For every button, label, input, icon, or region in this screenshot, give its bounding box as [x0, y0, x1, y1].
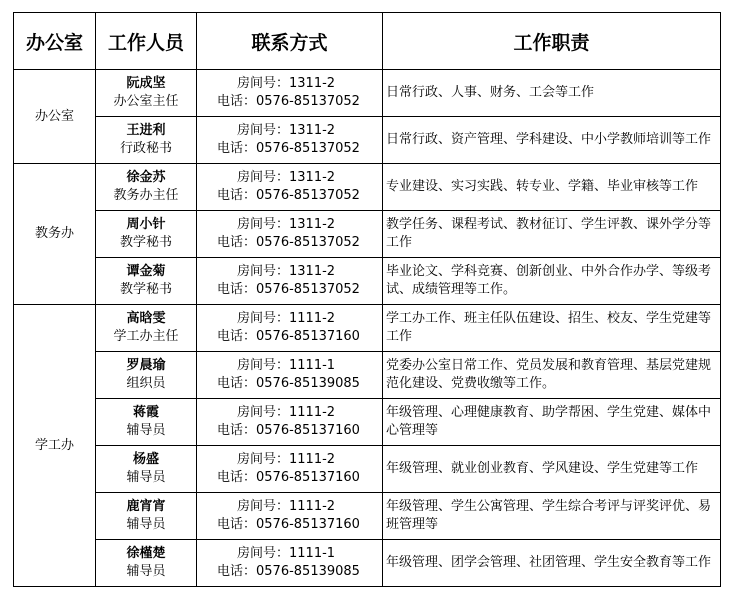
- room-number: 房间号：1111-2: [237, 405, 336, 420]
- phone-number: 电话：0576-85137160: [217, 470, 360, 485]
- phone-number: 电话：0576-85139085: [217, 376, 360, 391]
- room-number: 房间号：1311-2: [237, 264, 336, 279]
- phone-number: 电话：0576-85137160: [217, 329, 360, 344]
- contact-cell: [197, 117, 383, 164]
- staff-cell: [96, 399, 197, 446]
- staff-title: 学工办主任: [113, 329, 179, 344]
- staff-name: 杨盛: [132, 452, 159, 467]
- table-row: [14, 211, 721, 258]
- room-number: 房间号：1111-1: [237, 358, 336, 373]
- room-number: 房间号：1311-2: [237, 217, 336, 232]
- staff-title: 辅导员: [126, 470, 166, 485]
- staff-title: 办公室主任: [113, 94, 179, 109]
- phone-number: 电话：0576-85137052: [217, 94, 360, 109]
- staff-name: 鹿宵宵: [126, 499, 166, 514]
- contact-cell: [197, 70, 383, 117]
- contact-cell: [197, 164, 383, 211]
- phone-number: 电话：0576-85137052: [217, 235, 360, 250]
- contact-cell: [197, 493, 383, 540]
- staff-cell: [96, 305, 197, 352]
- contact-cell: [197, 540, 383, 587]
- staff-name: 高晗雯: [126, 311, 166, 326]
- staff-name: 王进利: [126, 123, 166, 138]
- duty-cell: 日常行政、资产管理、学科建设、中小学教师培训等工作: [383, 117, 721, 164]
- duty-cell: 教学任务、课程考试、教材征订、学生评教、课外学分等工作: [383, 211, 721, 258]
- phone-number: 电话：0576-85137052: [217, 282, 360, 297]
- room-number: 房间号：1111-2: [237, 311, 336, 326]
- phone-number: 电话：0576-85137160: [217, 517, 360, 532]
- header-row: [14, 13, 721, 70]
- contact-cell: [197, 305, 383, 352]
- staff-name: 徐槿楚: [126, 546, 166, 561]
- table-row: [14, 493, 721, 540]
- table-row: [14, 446, 721, 493]
- header-office: 办公室: [14, 13, 96, 70]
- header-contact: 联系方式: [197, 13, 383, 70]
- table-row: [14, 399, 721, 446]
- duty-cell: 年级管理、学生公寓管理、学生综合考评与评奖评优、易班管理等: [383, 493, 721, 540]
- room-number: 房间号：1311-2: [237, 123, 336, 138]
- staff-cell: [96, 211, 197, 258]
- staff-name: 阮成坚: [126, 76, 166, 91]
- phone-number: 电话：0576-85137052: [217, 141, 360, 156]
- table-row: [14, 164, 721, 211]
- staff-title: 行政秘书: [119, 141, 172, 156]
- staff-cell: [96, 446, 197, 493]
- staff-title: 辅导员: [126, 423, 166, 438]
- duty-cell: 专业建设、实习实践、转专业、学籍、毕业审核等工作: [383, 164, 721, 211]
- phone-number: 电话：0576-85139085: [217, 564, 360, 579]
- staff-cell: [96, 258, 197, 305]
- room-number: 房间号：1311-2: [237, 76, 336, 91]
- table-row: [14, 352, 721, 399]
- room-number: 房间号：1111-2: [237, 499, 336, 514]
- table-row: [14, 258, 721, 305]
- duty-cell: 毕业论文、学科竞赛、创新创业、中外合作办学、等级考试、成绩管理等工作。: [383, 258, 721, 305]
- table-row: [14, 70, 721, 117]
- staff-title: 教学秘书: [119, 235, 172, 250]
- staff-name: 周小针: [126, 217, 166, 232]
- staff-title: 组织员: [126, 376, 166, 391]
- table-row: [14, 540, 721, 587]
- room-number: 房间号：1111-1: [237, 546, 336, 561]
- duty-cell: 党委办公室日常工作、党员发展和教育管理、基层党建规范化建设、党费收缴等工作。: [383, 352, 721, 399]
- staff-cell: [96, 70, 197, 117]
- contact-cell: [197, 258, 383, 305]
- staff-title: 辅导员: [126, 517, 166, 532]
- staff-title: 辅导员: [126, 564, 166, 579]
- contact-cell: [197, 446, 383, 493]
- staff-cell: [96, 540, 197, 587]
- table-row: [14, 117, 721, 164]
- contact-cell: [197, 211, 383, 258]
- contact-cell: [197, 352, 383, 399]
- staff-name: 徐金苏: [126, 170, 166, 185]
- office-name: 办公室: [14, 70, 96, 164]
- phone-number: 电话：0576-85137160: [217, 423, 360, 438]
- office-name: 学工办: [14, 305, 96, 587]
- header-staff: 工作人员: [96, 13, 197, 70]
- staff-cell: [96, 493, 197, 540]
- duty-cell: 日常行政、人事、财务、工会等工作: [383, 70, 721, 117]
- contact-cell: [197, 399, 383, 446]
- phone-number: 电话：0576-85137052: [217, 188, 360, 203]
- staff-name: 谭金菊: [126, 264, 166, 279]
- staff-name: 蒋霞: [132, 405, 159, 420]
- duty-cell: 年级管理、就业创业教育、学风建设、学生党建等工作: [383, 446, 721, 493]
- room-number: 房间号：1311-2: [237, 170, 336, 185]
- staff-name: 罗晨瑜: [126, 358, 166, 373]
- office-name: 教务办: [14, 164, 96, 305]
- staff-table: [13, 12, 721, 587]
- duty-cell: 学工办工作、班主任队伍建设、招生、校友、学生党建等工作: [383, 305, 721, 352]
- header-duty: 工作职责: [383, 13, 721, 70]
- duty-cell: 年级管理、心理健康教育、助学帮困、学生党建、媒体中心管理等: [383, 399, 721, 446]
- duty-cell: 年级管理、团学会管理、社团管理、学生安全教育等工作: [383, 540, 721, 587]
- table-row: [14, 305, 721, 352]
- room-number: 房间号：1111-2: [237, 452, 336, 467]
- staff-title: 教学秘书: [119, 282, 172, 297]
- staff-cell: [96, 117, 197, 164]
- staff-title: 教务办主任: [113, 188, 179, 203]
- staff-cell: [96, 164, 197, 211]
- staff-cell: [96, 352, 197, 399]
